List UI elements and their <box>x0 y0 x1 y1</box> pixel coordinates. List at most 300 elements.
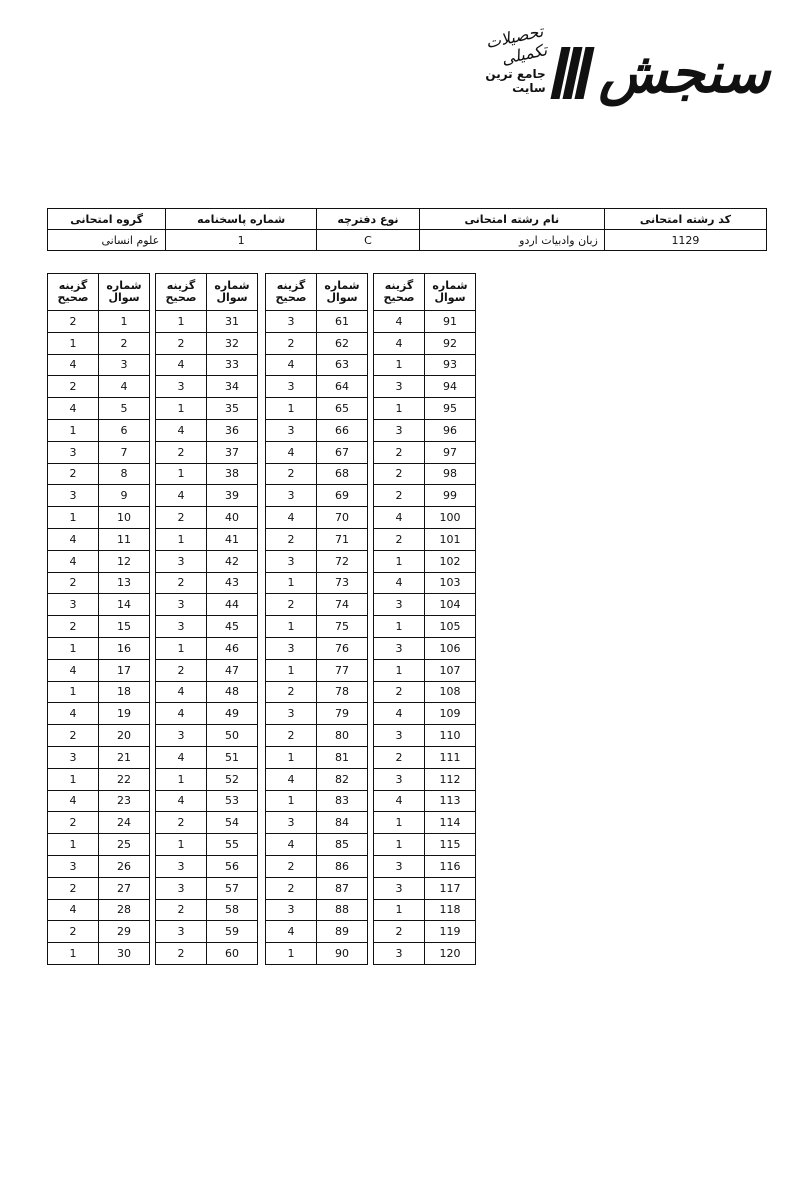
correct-option: 2 <box>266 594 317 616</box>
correct-option: 1 <box>374 899 425 921</box>
question-number: 110 <box>425 725 476 747</box>
answer-row <box>156 594 258 616</box>
answer-row <box>48 834 150 856</box>
answer-row <box>266 376 368 398</box>
correct-option: 2 <box>48 463 99 485</box>
answer-row <box>48 855 150 877</box>
question-number: 48 <box>207 681 258 703</box>
answer-row <box>266 332 368 354</box>
correct-option: 1 <box>374 616 425 638</box>
answer-row <box>48 528 150 550</box>
answer-row <box>48 594 150 616</box>
correct-option: 3 <box>266 703 317 725</box>
correct-option: 4 <box>266 834 317 856</box>
question-number: 96 <box>425 419 476 441</box>
question-number: 10 <box>99 507 150 529</box>
answer-row <box>374 354 476 376</box>
question-number: 86 <box>317 855 368 877</box>
answer-row <box>266 398 368 420</box>
question-number: 46 <box>207 637 258 659</box>
question-number: 67 <box>317 441 368 463</box>
correct-option: 4 <box>48 790 99 812</box>
question-number: 54 <box>207 812 258 834</box>
correct-option: 4 <box>156 703 207 725</box>
answer-row <box>374 594 476 616</box>
question-number: 24 <box>99 812 150 834</box>
answer-row <box>266 441 368 463</box>
correct-option: 1 <box>48 768 99 790</box>
answer-row <box>156 746 258 768</box>
answer-row <box>48 659 150 681</box>
question-number: 117 <box>425 877 476 899</box>
correct-option: 4 <box>374 311 425 333</box>
answer-row <box>156 507 258 529</box>
question-number: 42 <box>207 550 258 572</box>
correct-option: 4 <box>48 550 99 572</box>
answer-row <box>374 943 476 965</box>
question-number: 30 <box>99 943 150 965</box>
answer-row <box>156 441 258 463</box>
correct-option: 1 <box>156 463 207 485</box>
correct-option: 1 <box>374 354 425 376</box>
question-number: 8 <box>99 463 150 485</box>
answer-row <box>48 725 150 747</box>
question-number: 26 <box>99 855 150 877</box>
answer-table-2 <box>155 273 258 965</box>
answer-row <box>374 703 476 725</box>
answer-row <box>48 703 150 725</box>
field-code-value: 1129 <box>604 230 766 251</box>
question-number: 97 <box>425 441 476 463</box>
question-number: 58 <box>207 899 258 921</box>
correct-option-header: گزینه صحیح <box>48 274 99 311</box>
answer-row <box>156 877 258 899</box>
answer-row <box>266 594 368 616</box>
answer-row <box>48 550 150 572</box>
question-number-header: شماره سوال <box>425 274 476 311</box>
correct-option: 1 <box>374 659 425 681</box>
answer-row <box>156 790 258 812</box>
question-number: 63 <box>317 354 368 376</box>
answer-row <box>48 376 150 398</box>
question-number: 120 <box>425 943 476 965</box>
answer-row <box>156 659 258 681</box>
answer-row <box>156 899 258 921</box>
exam-info-table <box>47 208 767 251</box>
correct-option: 2 <box>156 507 207 529</box>
correct-option: 3 <box>266 311 317 333</box>
correct-option: 3 <box>156 877 207 899</box>
correct-option: 4 <box>374 703 425 725</box>
question-number: 99 <box>425 485 476 507</box>
correct-option: 2 <box>156 441 207 463</box>
logo-tagline-text: جامع ترین سایت <box>485 67 546 95</box>
answer-row <box>156 616 258 638</box>
correct-option: 3 <box>374 594 425 616</box>
correct-option: 3 <box>266 419 317 441</box>
answer-row <box>156 463 258 485</box>
correct-option: 4 <box>374 507 425 529</box>
question-number: 94 <box>425 376 476 398</box>
correct-option: 1 <box>266 943 317 965</box>
answer-table-1 <box>47 273 150 965</box>
question-number: 16 <box>99 637 150 659</box>
answer-row <box>156 812 258 834</box>
logo-wordmark: سنجش <box>598 40 770 106</box>
correct-option: 3 <box>374 376 425 398</box>
answer-row <box>48 943 150 965</box>
correct-option: 2 <box>266 681 317 703</box>
correct-option: 2 <box>374 681 425 703</box>
correct-option: 1 <box>48 637 99 659</box>
answer-table-header-row <box>48 274 150 311</box>
question-number: 55 <box>207 834 258 856</box>
answer-row <box>374 398 476 420</box>
question-number: 15 <box>99 616 150 638</box>
answer-row <box>374 921 476 943</box>
answer-row <box>374 812 476 834</box>
correct-option: 3 <box>156 725 207 747</box>
question-number: 111 <box>425 746 476 768</box>
question-number-header: شماره سوال <box>99 274 150 311</box>
answer-row <box>374 834 476 856</box>
correct-option: 2 <box>266 332 317 354</box>
correct-option: 4 <box>48 703 99 725</box>
correct-option: 3 <box>266 485 317 507</box>
question-number-header: شماره سوال <box>207 274 258 311</box>
question-number: 52 <box>207 768 258 790</box>
question-number: 18 <box>99 681 150 703</box>
answer-row <box>374 768 476 790</box>
correct-option: 2 <box>374 463 425 485</box>
correct-option: 3 <box>156 921 207 943</box>
correct-option: 3 <box>266 637 317 659</box>
correct-option: 3 <box>156 550 207 572</box>
answer-row <box>48 746 150 768</box>
correct-option: 4 <box>374 332 425 354</box>
question-number: 113 <box>425 790 476 812</box>
correct-option: 2 <box>266 528 317 550</box>
answer-row <box>48 768 150 790</box>
answer-row <box>48 311 150 333</box>
booklet-type-header: نوع دفترچه <box>317 209 420 230</box>
answer-row <box>266 507 368 529</box>
question-number: 19 <box>99 703 150 725</box>
question-number: 112 <box>425 768 476 790</box>
question-number: 49 <box>207 703 258 725</box>
question-number: 4 <box>99 376 150 398</box>
question-number: 2 <box>99 332 150 354</box>
correct-option: 3 <box>156 376 207 398</box>
question-number: 12 <box>99 550 150 572</box>
correct-option: 3 <box>374 855 425 877</box>
question-number: 36 <box>207 419 258 441</box>
correct-option: 3 <box>374 725 425 747</box>
correct-option: 1 <box>48 419 99 441</box>
question-number: 9 <box>99 485 150 507</box>
answer-row <box>266 485 368 507</box>
question-number: 83 <box>317 790 368 812</box>
question-number: 38 <box>207 463 258 485</box>
question-number: 71 <box>317 528 368 550</box>
question-number: 119 <box>425 921 476 943</box>
answer-row <box>266 746 368 768</box>
correct-option: 4 <box>156 746 207 768</box>
answer-row <box>48 485 150 507</box>
question-number: 44 <box>207 594 258 616</box>
correct-option: 2 <box>156 943 207 965</box>
question-number: 87 <box>317 877 368 899</box>
question-number: 109 <box>425 703 476 725</box>
correct-option: 1 <box>156 311 207 333</box>
answer-row <box>374 463 476 485</box>
answer-row <box>266 812 368 834</box>
question-number: 33 <box>207 354 258 376</box>
correct-option: 1 <box>48 834 99 856</box>
answer-row <box>48 419 150 441</box>
exam-info-header-row <box>48 209 767 230</box>
question-number: 50 <box>207 725 258 747</box>
correct-option: 3 <box>48 594 99 616</box>
question-number: 84 <box>317 812 368 834</box>
correct-option: 3 <box>266 812 317 834</box>
answer-row <box>266 921 368 943</box>
answer-row <box>374 659 476 681</box>
question-number: 85 <box>317 834 368 856</box>
question-number: 22 <box>99 768 150 790</box>
question-number: 72 <box>317 550 368 572</box>
correct-option: 4 <box>48 659 99 681</box>
answer-row <box>374 855 476 877</box>
question-number: 3 <box>99 354 150 376</box>
answer-row <box>266 943 368 965</box>
question-number: 20 <box>99 725 150 747</box>
question-number: 57 <box>207 877 258 899</box>
answer-row <box>374 376 476 398</box>
answer-row <box>266 659 368 681</box>
correct-option: 1 <box>266 616 317 638</box>
question-number: 66 <box>317 419 368 441</box>
question-number: 64 <box>317 376 368 398</box>
correct-option: 3 <box>48 441 99 463</box>
correct-option: 4 <box>266 441 317 463</box>
correct-option: 1 <box>374 550 425 572</box>
answer-row <box>156 768 258 790</box>
answer-row <box>374 790 476 812</box>
answer-row <box>156 572 258 594</box>
answer-row <box>48 354 150 376</box>
question-number: 65 <box>317 398 368 420</box>
logo-tagline <box>470 21 549 95</box>
answer-row <box>156 354 258 376</box>
question-number: 70 <box>317 507 368 529</box>
correct-option: 3 <box>374 877 425 899</box>
correct-option: 1 <box>156 398 207 420</box>
answer-row <box>266 855 368 877</box>
correct-option: 4 <box>48 899 99 921</box>
correct-option: 3 <box>374 943 425 965</box>
correct-option: 4 <box>156 485 207 507</box>
correct-option: 4 <box>156 419 207 441</box>
question-number: 27 <box>99 877 150 899</box>
answer-row <box>156 332 258 354</box>
correct-option: 2 <box>266 855 317 877</box>
question-number: 89 <box>317 921 368 943</box>
answer-row <box>156 485 258 507</box>
question-number: 108 <box>425 681 476 703</box>
correct-option: 1 <box>48 507 99 529</box>
question-number: 93 <box>425 354 476 376</box>
answer-row <box>266 703 368 725</box>
exam-group-value: علوم انسانی <box>48 230 166 251</box>
answer-row <box>374 485 476 507</box>
question-number: 77 <box>317 659 368 681</box>
answer-row <box>266 877 368 899</box>
answer-row <box>374 616 476 638</box>
correct-option: 3 <box>156 594 207 616</box>
booklet-type-value: C <box>317 230 420 251</box>
answer-row <box>266 725 368 747</box>
question-number: 35 <box>207 398 258 420</box>
answer-row <box>266 681 368 703</box>
answer-row <box>156 943 258 965</box>
question-number: 17 <box>99 659 150 681</box>
answer-row <box>156 376 258 398</box>
question-number: 37 <box>207 441 258 463</box>
correct-option: 3 <box>156 616 207 638</box>
question-number: 32 <box>207 332 258 354</box>
correct-option: 2 <box>374 921 425 943</box>
question-number: 56 <box>207 855 258 877</box>
answer-row <box>48 332 150 354</box>
answer-row <box>266 616 368 638</box>
question-number: 79 <box>317 703 368 725</box>
question-number: 28 <box>99 899 150 921</box>
answer-row <box>156 855 258 877</box>
correct-option: 4 <box>48 398 99 420</box>
answer-row <box>48 921 150 943</box>
question-number: 76 <box>317 637 368 659</box>
correct-option: 3 <box>374 419 425 441</box>
correct-option: 1 <box>48 332 99 354</box>
answer-row <box>156 311 258 333</box>
answer-row <box>48 441 150 463</box>
answer-row <box>266 354 368 376</box>
answer-row <box>48 877 150 899</box>
correct-option: 2 <box>266 877 317 899</box>
answer-row <box>48 463 150 485</box>
question-number: 100 <box>425 507 476 529</box>
correct-option: 3 <box>48 485 99 507</box>
question-number: 98 <box>425 463 476 485</box>
question-number: 47 <box>207 659 258 681</box>
logo-bars-icon <box>550 47 594 99</box>
answer-row <box>374 725 476 747</box>
answer-row <box>48 899 150 921</box>
correct-option: 2 <box>156 899 207 921</box>
question-number: 23 <box>99 790 150 812</box>
question-number: 51 <box>207 746 258 768</box>
answer-row <box>48 398 150 420</box>
answer-row <box>374 507 476 529</box>
correct-option: 1 <box>48 943 99 965</box>
answer-row <box>156 681 258 703</box>
answer-row <box>266 768 368 790</box>
question-number: 31 <box>207 311 258 333</box>
question-number: 106 <box>425 637 476 659</box>
correct-option: 1 <box>156 834 207 856</box>
question-number: 74 <box>317 594 368 616</box>
question-number: 104 <box>425 594 476 616</box>
correct-option: 2 <box>156 332 207 354</box>
correct-option: 3 <box>156 855 207 877</box>
correct-option: 4 <box>266 768 317 790</box>
correct-option: 4 <box>266 507 317 529</box>
question-number: 21 <box>99 746 150 768</box>
answer-row <box>374 899 476 921</box>
answer-table-header-row <box>266 274 368 311</box>
correct-option: 4 <box>266 921 317 943</box>
correct-option: 1 <box>266 746 317 768</box>
answer-table-3 <box>265 273 368 965</box>
question-number: 40 <box>207 507 258 529</box>
question-number: 73 <box>317 572 368 594</box>
correct-option: 4 <box>266 354 317 376</box>
answer-row <box>374 332 476 354</box>
question-number: 41 <box>207 528 258 550</box>
correct-option: 2 <box>374 746 425 768</box>
answer-row <box>266 550 368 572</box>
correct-option: 3 <box>48 855 99 877</box>
field-name-value: زبان وادبیات اردو <box>419 230 604 251</box>
answer-row <box>374 637 476 659</box>
field-name-header: نام رشته امتحانی <box>419 209 604 230</box>
question-number: 115 <box>425 834 476 856</box>
question-number: 116 <box>425 855 476 877</box>
correct-option: 4 <box>48 354 99 376</box>
answer-row <box>266 419 368 441</box>
question-number-header: شماره سوال <box>317 274 368 311</box>
answer-sheet-number-value: 1 <box>166 230 317 251</box>
correct-option: 2 <box>156 572 207 594</box>
correct-option-header: گزینه صحیح <box>374 274 425 311</box>
question-number: 6 <box>99 419 150 441</box>
correct-option: 4 <box>156 790 207 812</box>
question-number: 75 <box>317 616 368 638</box>
answer-row <box>266 463 368 485</box>
answer-row <box>374 746 476 768</box>
answer-row <box>48 812 150 834</box>
question-number: 29 <box>99 921 150 943</box>
correct-option: 1 <box>374 812 425 834</box>
question-number: 69 <box>317 485 368 507</box>
question-number: 5 <box>99 398 150 420</box>
question-number: 90 <box>317 943 368 965</box>
correct-option: 1 <box>156 528 207 550</box>
correct-option: 4 <box>374 572 425 594</box>
answer-row <box>374 681 476 703</box>
answer-row <box>156 725 258 747</box>
answer-row <box>374 550 476 572</box>
correct-option: 4 <box>374 790 425 812</box>
correct-option: 3 <box>374 768 425 790</box>
question-number: 114 <box>425 812 476 834</box>
answer-table-header-row <box>156 274 258 311</box>
question-number: 103 <box>425 572 476 594</box>
answer-row <box>266 834 368 856</box>
question-number: 14 <box>99 594 150 616</box>
correct-option: 1 <box>266 398 317 420</box>
